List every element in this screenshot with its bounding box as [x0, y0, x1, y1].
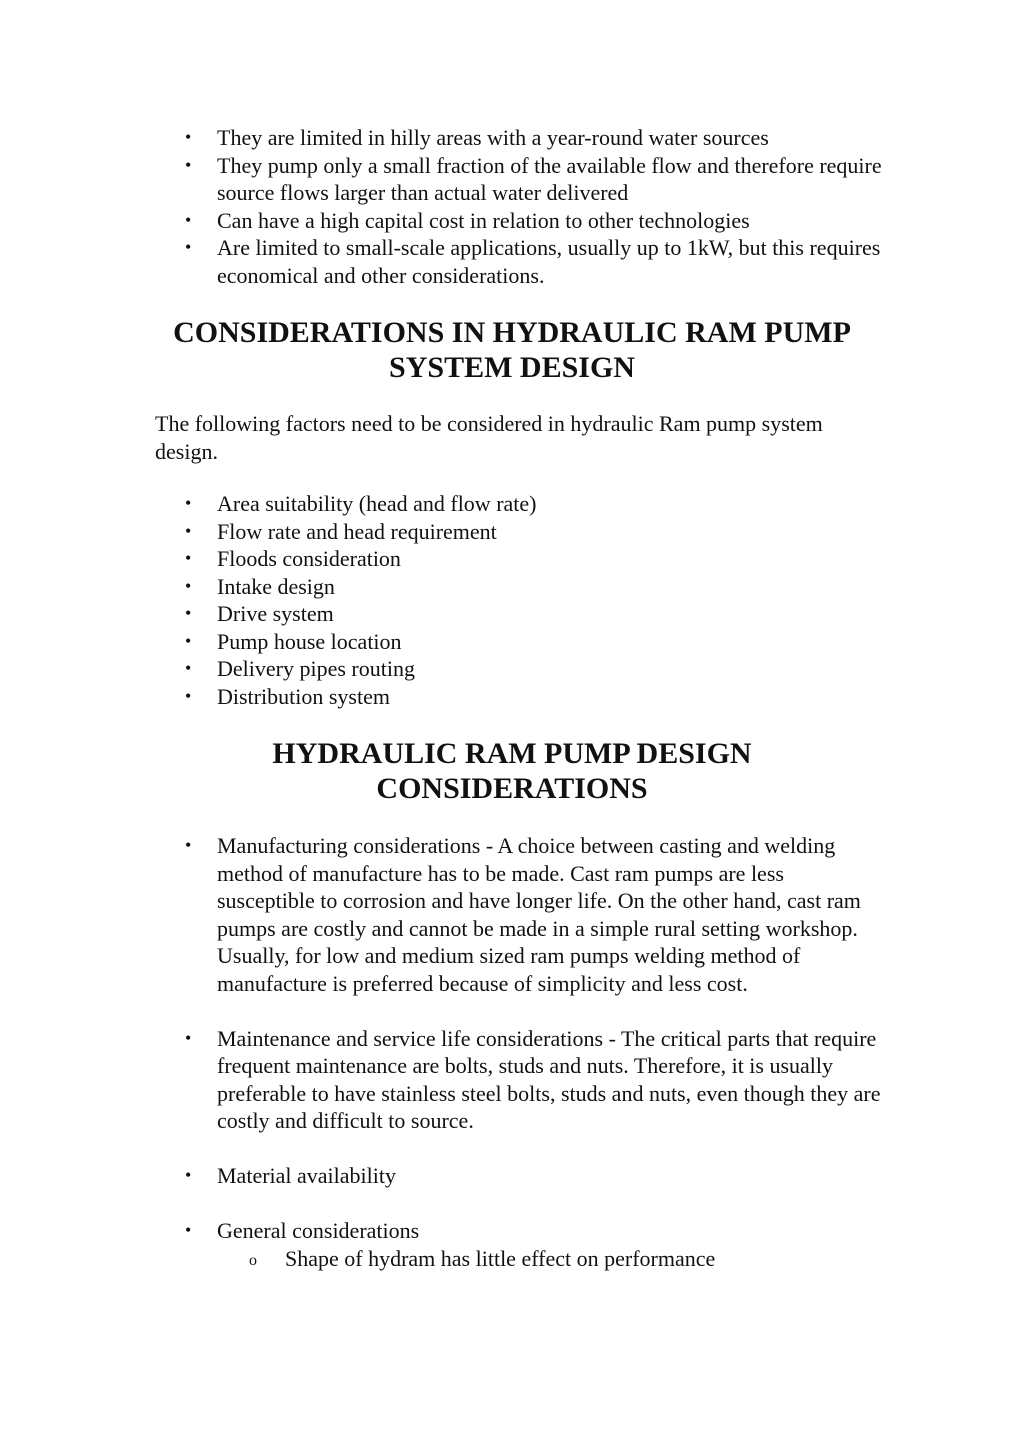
list-item	[0, 152, 1024, 207]
list-item-text: Drive system	[217, 601, 334, 626]
section-1-paragraph: The following factors need to be considered in hydraulic Ram pump system design.	[155, 411, 823, 464]
bullet-icon: •	[185, 630, 192, 651]
bullet-icon: •	[185, 603, 192, 623]
section-1-list-block	[0, 490, 1024, 710]
section-2-heading-line-1: HYDRAULIC RAM PUMP DESIGN	[272, 737, 752, 770]
sub-list-item	[217, 1245, 884, 1273]
list-item	[0, 234, 1024, 289]
bullet-icon: •	[185, 1027, 192, 1048]
intro-bullet-list	[0, 124, 1024, 289]
bullet-icon: •	[185, 493, 192, 513]
list-item	[0, 1162, 1024, 1190]
list-item	[0, 600, 1024, 628]
list-item-text: Are limited to small-scale applications, usually up to 1kW, but this requires economical and other considerations.	[217, 235, 881, 288]
list-item-text: They pump only a small fraction of the available flow and therefore require source flows larger than actual water delivered	[217, 152, 882, 205]
list-item	[0, 1025, 1024, 1135]
list-item-text: Flow rate and head requirement	[217, 518, 497, 544]
section-2-heading	[0, 736, 1024, 806]
list-item-text: Delivery pipes routing	[217, 656, 415, 681]
list-item	[0, 518, 1024, 546]
section-1-heading-block	[0, 315, 1024, 385]
list-item	[0, 207, 1024, 235]
section-1-bullet-list	[0, 490, 1024, 710]
bullet-icon: •	[185, 520, 192, 541]
list-item	[0, 655, 1024, 683]
section-1-paragraph-block	[0, 410, 1024, 466]
circle-bullet-icon: o	[249, 1251, 257, 1269]
list-item-text: Manufacturing considerations - A choice between casting and welding method of manufacture has to be made. Cast ram pumps are less susceptible to corrosion and have longer life. On the other hand, cast ram pumps are costly and cannot be made in a simple rural setting workshop. Usually, for low and medium sized ram pumps welding method of manufacture is preferred because of simplicity and less cost.	[217, 833, 861, 996]
section-2-list-block	[0, 832, 1024, 1272]
list-item	[0, 490, 1024, 518]
bullet-icon: •	[185, 1220, 192, 1240]
list-item	[0, 545, 1024, 573]
list-item-text: General considerations	[217, 1218, 420, 1243]
list-item	[0, 628, 1024, 656]
list-item	[0, 1217, 1024, 1272]
bullet-icon: •	[185, 127, 192, 147]
section-1-heading-line-1: CONSIDERATIONS IN HYDRAULIC RAM PUMP	[173, 316, 851, 349]
section-2-heading-line-2: CONSIDERATIONS	[376, 772, 648, 805]
bullet-icon: •	[185, 154, 192, 175]
list-item-text: Maintenance and service life considerations - The critical parts that require frequent maintenance are bolts, studs and nuts. Therefore, it is usually preferable to have stainless steel bolts, studs and nuts, even though they are costly and difficult to source.	[217, 1025, 881, 1133]
section-2-bullet-list	[0, 832, 1024, 1272]
sub-bullet-list	[217, 1245, 884, 1273]
list-item-text: Can have a high capital cost in relation to other technologies	[217, 207, 750, 233]
list-item-text: Floods consideration	[217, 546, 401, 571]
section-2-heading-block	[0, 736, 1024, 806]
section-1-heading	[0, 315, 1024, 385]
list-item-text: Area suitability (head and flow rate)	[217, 491, 537, 516]
list-item	[0, 683, 1024, 711]
bullet-icon: •	[185, 548, 192, 568]
list-item	[0, 573, 1024, 601]
bullet-icon: •	[185, 1165, 192, 1185]
bullet-icon: •	[185, 575, 192, 596]
bullet-icon: •	[185, 209, 192, 230]
list-item-text: They are limited in hilly areas with a year-round water sources	[217, 125, 769, 150]
list-item	[0, 124, 1024, 152]
intro-list-block	[0, 124, 1024, 289]
list-item-text: Material availability	[217, 1163, 396, 1188]
bullet-icon: •	[185, 658, 192, 678]
list-item-text: Pump house location	[217, 628, 402, 654]
list-item-text: Distribution system	[217, 683, 390, 709]
bullet-icon: •	[185, 685, 192, 706]
list-item	[0, 832, 1024, 997]
section-1-heading-line-2: SYSTEM DESIGN	[389, 351, 635, 384]
list-item-text: Intake design	[217, 573, 335, 599]
bullet-icon: •	[185, 835, 192, 855]
bullet-icon: •	[185, 237, 192, 257]
sub-list-item-text: Shape of hydram has little effect on performance	[285, 1245, 716, 1271]
